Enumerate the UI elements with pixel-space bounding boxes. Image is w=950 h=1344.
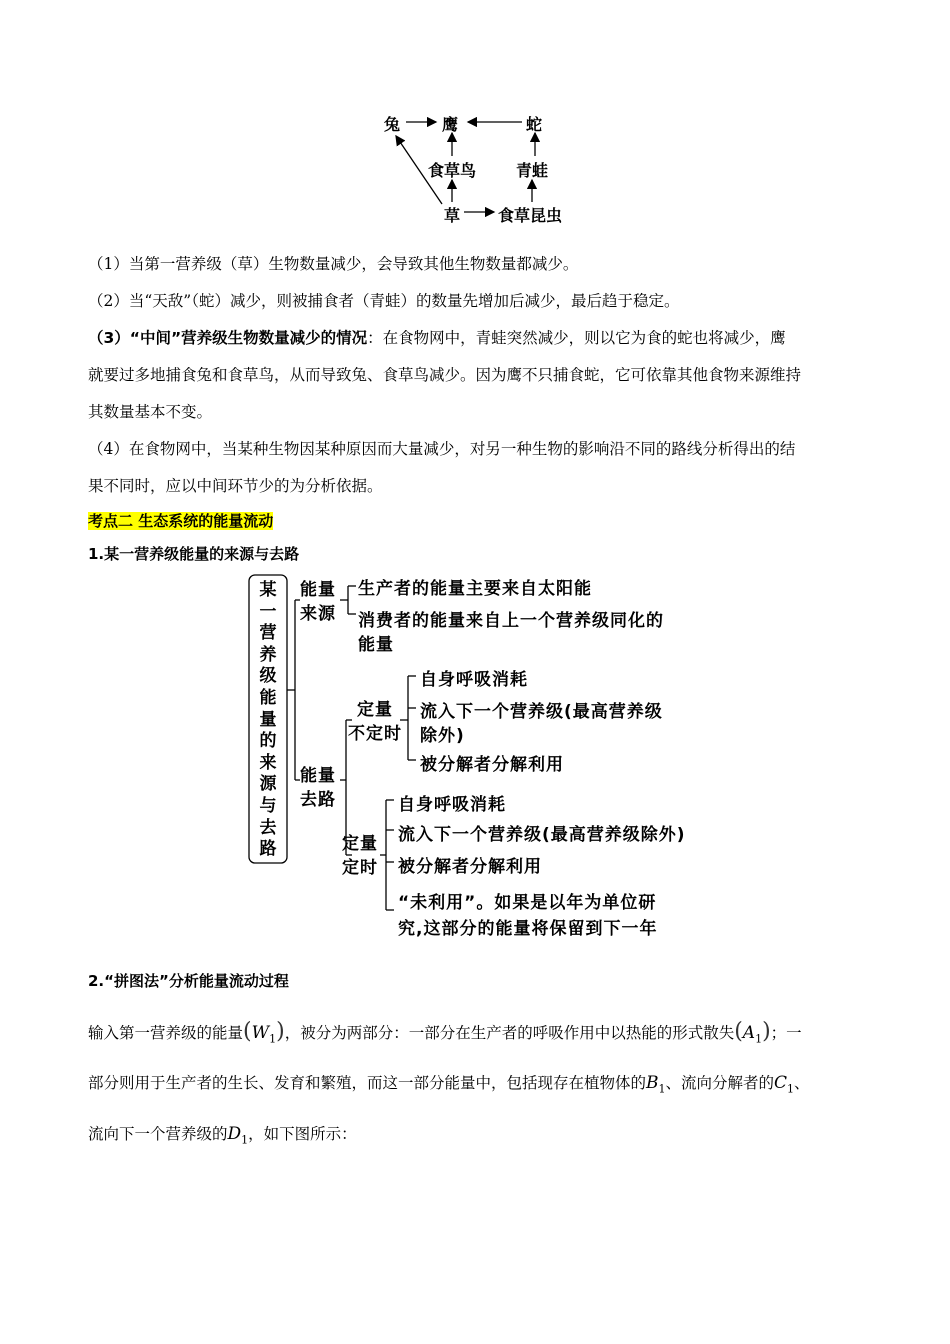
source-item-producer: 生产者的能量主要来自太阳能 [358, 579, 592, 599]
var-C1: $C_1$ [774, 1073, 795, 1096]
indef-label-line: 不定时 [348, 724, 402, 744]
energy-mind-map [240, 570, 720, 940]
source-label-line: 能量 [300, 580, 336, 600]
source-item-consumer: 消费者的能量来自上一个营养级同化的 [358, 611, 664, 631]
subsection-1-title: 1.某一营养级能量的来源与去路 [88, 545, 300, 563]
def-item-unused-cont: 究,这部分的能量将保留到下一年 [398, 919, 658, 939]
dest-label-line: 能量 [300, 766, 336, 786]
root-char: 与 [259, 795, 277, 816]
energy-line2-b: 、流向分解者的 [665, 1074, 775, 1093]
node-rabbit: 兔 [384, 115, 401, 134]
dest-label-line: 去路 [300, 790, 336, 810]
energy-line2-a: 部分则用于生产者的生长、发育和繁殖，而这一部分能量中，包括现存在植物体的 [88, 1074, 647, 1093]
indef-item-decomposer: 被分解者分解利用 [420, 755, 564, 775]
root-char: 路 [259, 839, 277, 860]
indef-label-line: 定量 [357, 700, 393, 720]
var-A1: $A_1$ [742, 1023, 763, 1046]
indef-item-next-level: 流入下一个营养级(最高营养级 [420, 702, 663, 722]
node-frog: 青蛙 [516, 161, 549, 180]
energy-paragraph: 输入第一营养级的能量$(W_1)$，被分为两部分：一部分在生产者的呼吸作用中以热能的形式散失$(A_1)$；一 部分则用于生产者的生长、发育和繁殖，而这一部分能量中，包括现存在植物体的$B_1$、流向分解者的$C_1$、 流向下一个营养级的$D_1$，如下图所示： [88, 1019, 810, 1147]
root-char: 营 [259, 623, 277, 644]
source-label [300, 578, 336, 626]
energy-line1-b: ，被分为两部分：一部分在生产者的呼吸作用中以热能的形式散失 [284, 1024, 735, 1042]
energy-line3-b: ，如下图所示： [248, 1124, 357, 1143]
paragraph-4-line2: 果不同时，应以中间环节少的为分析依据。 [88, 477, 383, 495]
root-char: 养 [259, 644, 277, 665]
root-char: 级 [259, 666, 277, 687]
subsection-2-title: 2.“拼图法”分析能量流动过程 [88, 972, 289, 990]
source-label-line: 来源 [300, 604, 336, 624]
root-char: 量 [259, 709, 277, 730]
def-item-decomposer: 被分解者分解利用 [398, 857, 542, 877]
root-char: 去 [259, 817, 277, 838]
root-char: 一 [259, 601, 277, 622]
root-char: 源 [259, 774, 277, 795]
def-label [342, 832, 378, 880]
root-char: 来 [259, 752, 277, 773]
dest-label [300, 764, 336, 812]
node-eagle: 鹰 [442, 115, 459, 134]
node-herbivorous-insect: 食草昆虫 [498, 206, 563, 225]
def-item-respiration: 自身呼吸消耗 [398, 795, 506, 815]
energy-line1-a: 输入第一营养级的能量 [88, 1024, 244, 1042]
def-label-line: 定时 [342, 858, 378, 878]
node-herbivorous-bird: 食草鸟 [428, 161, 477, 180]
energy-line3-a: 流向下一个营养级的 [88, 1124, 228, 1143]
paragraph-3-line2: 就要过多地捕食兔和食草鸟，从而导致兔、食草鸟减少。因为鹰不只捕食蛇，它可依靠其他食物来源维持 [88, 366, 802, 384]
var-W1: $W_1$ [251, 1023, 277, 1046]
node-snake: 蛇 [526, 115, 543, 134]
mind-map-root [254, 580, 282, 861]
paragraph-3-lead: （3）“中间”营养级生物数量减少的情况 [88, 329, 368, 347]
energy-line1-c: ；一 [770, 1024, 802, 1042]
food-web-diagram [370, 100, 590, 230]
paragraph-4-line1: （4）在食物网中，当某种生物因某种原因而大量减少，对另一种生物的影响沿不同的路线分析得出的结 [88, 440, 796, 458]
root-char: 的 [259, 731, 277, 752]
paragraph-3-line1: ：在食物网中，青蛙突然减少，则以它为食的蛇也将减少，鹰 [367, 329, 786, 347]
indef-label [348, 698, 402, 746]
paragraph-4 [88, 431, 863, 505]
node-grass: 草 [444, 206, 461, 225]
var-D1: $D_1$ [227, 1123, 249, 1147]
var-B1: $B_1$ [646, 1073, 666, 1096]
paragraph-1: （1）当第一营养级（草）生物数量减少，会导致其他生物数量都减少。 [88, 255, 579, 273]
root-char: 某 [259, 580, 277, 600]
energy-line2-c: 、 [794, 1074, 810, 1093]
indef-item-next-level-cont: 除外) [420, 726, 465, 746]
def-item-next-level: 流入下一个营养级(最高营养级除外) [398, 825, 686, 845]
section-title: 考点二 生态系统的能量流动 [88, 512, 274, 530]
def-item-unused: “未利用”。如果是以年为单位研 [398, 893, 657, 913]
indef-item-respiration: 自身呼吸消耗 [420, 670, 528, 690]
root-char: 能 [259, 687, 277, 708]
paragraph-3-line3: 其数量基本不变。 [88, 403, 213, 421]
paragraph-3 [88, 320, 863, 431]
source-item-consumer-cont: 能量 [358, 635, 394, 655]
section-heading [88, 510, 273, 531]
paragraph-2: （2）当“天敌”（蛇）减少，则被捕食者（青蛙）的数量先增加后减少，最后趋于稳定。 [88, 292, 680, 310]
def-label-line: 定量 [342, 834, 378, 854]
